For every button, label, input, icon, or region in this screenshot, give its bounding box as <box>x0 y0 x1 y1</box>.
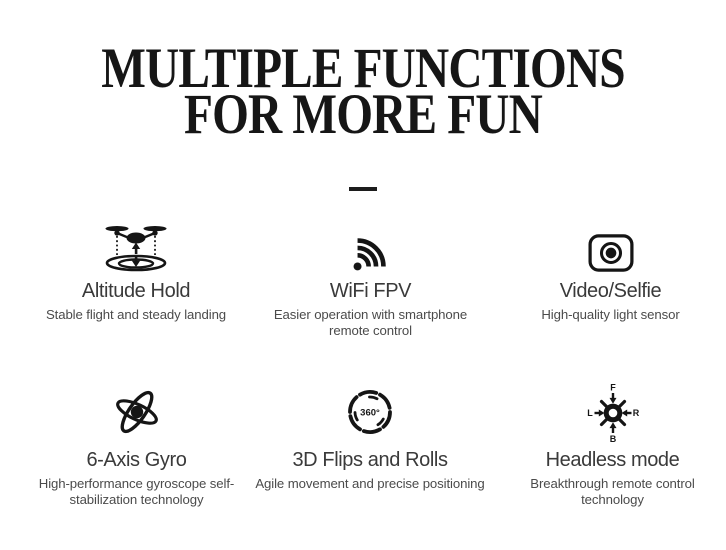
gyroscope-icon <box>29 381 244 443</box>
feature-video-selfie <box>503 222 718 323</box>
compass-right-label: R <box>632 408 639 419</box>
feature-subtitle: Agile movement and precise positioning <box>255 476 485 491</box>
feature-title: WiFi FPV <box>329 280 412 302</box>
drone-altitude-icon <box>21 222 251 274</box>
wifi-signal-icon <box>253 222 488 274</box>
compass-front-label: F <box>609 382 616 393</box>
feature-title: Video/Selfie <box>559 280 662 302</box>
feature-subtitle: Stable flight and steady landing <box>45 307 227 322</box>
camera-icon <box>503 222 718 274</box>
feature-wifi-fpv <box>253 222 488 338</box>
compass-left-label: L <box>586 408 593 419</box>
feature-title: Headless mode <box>545 449 680 471</box>
feature-title: 3D Flips and Rolls <box>292 449 448 471</box>
feature-altitude-hold <box>21 222 251 323</box>
feature-title: Altitude Hold <box>81 280 191 302</box>
feature-subtitle: High-quality light sensor <box>541 307 680 322</box>
compass-back-label: B <box>609 434 616 443</box>
rotation-360-label: 360° <box>360 407 380 419</box>
page-title-line2: FOR MORE FUN <box>184 83 542 146</box>
page-title-line1: MULTIPLE FUNCTIONS <box>101 37 625 100</box>
title-divider-dash <box>349 187 377 191</box>
feature-subtitle: Breakthrough remote control technology <box>530 476 695 507</box>
page-title <box>0 37 726 146</box>
headless-compass-icon <box>505 381 720 443</box>
feature-subtitle: Easier operation with smartphone remote control <box>273 307 468 338</box>
feature-headless-mode <box>505 381 720 507</box>
rotation-360-icon <box>235 381 505 443</box>
feature-title: 6-Axis Gyro <box>86 449 187 471</box>
feature-3d-flips <box>235 381 505 492</box>
feature-subtitle: High-performance gyroscope self-stabilization technology <box>38 476 235 507</box>
feature-6-axis-gyro <box>29 381 244 507</box>
